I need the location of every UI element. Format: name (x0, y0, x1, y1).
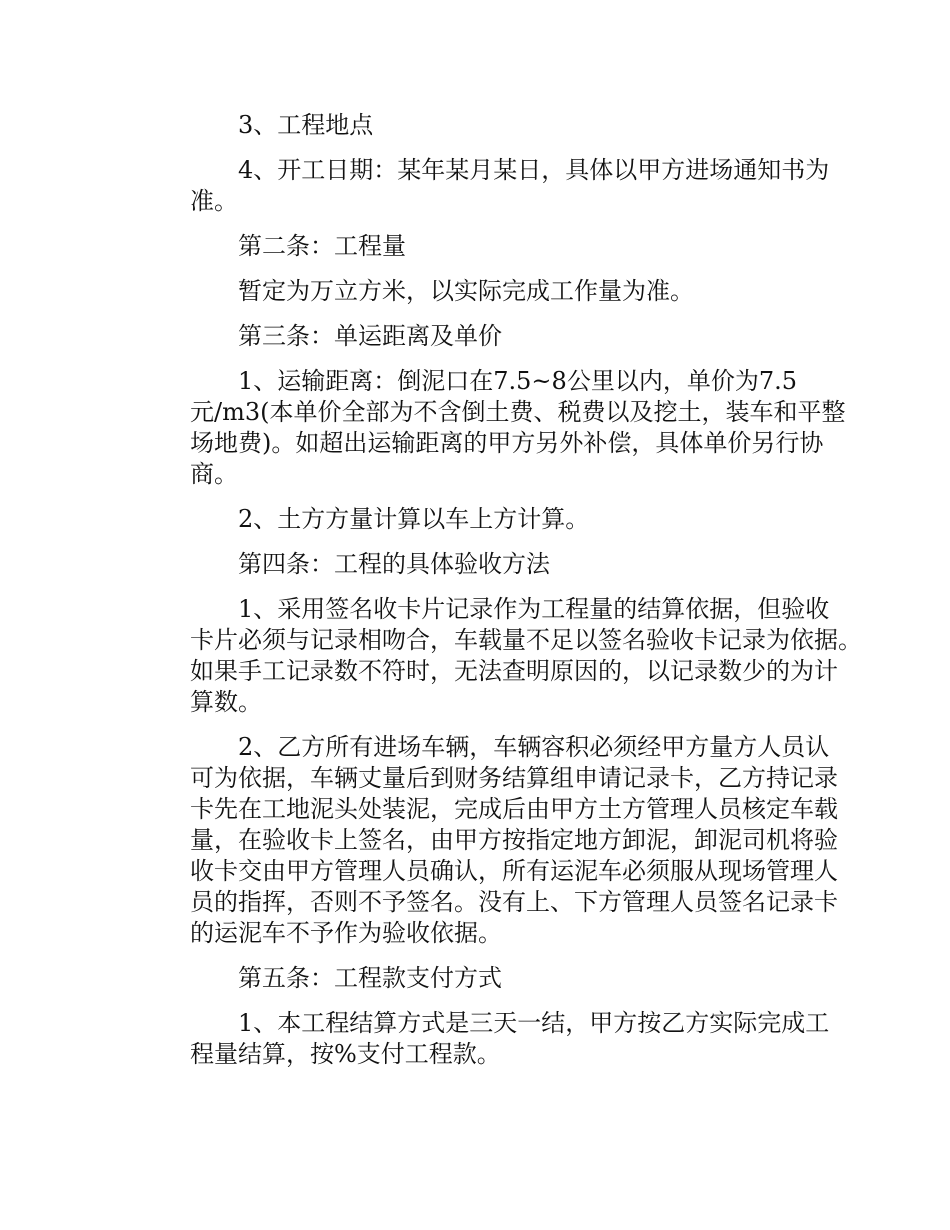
paragraph-signature-card (142, 594, 862, 718)
text-line: 第四条：工程的具体验收方法 (238, 550, 550, 578)
text-line: 1、运输距离：倒泥口在7.5~8公里以内，单价为7.5 (238, 367, 797, 395)
text-line: 4、开工日期：某年某月某日，具体以甲方进场通知书为 (238, 156, 830, 184)
heading-article-4 (142, 549, 812, 580)
text-line: 商。 (190, 460, 238, 488)
text-line: 可为依据，车辆丈量后到财务结算组申请记录卡，乙方持记录 (190, 764, 838, 792)
text-line: 程量结算，按%支付工程款。 (190, 1040, 501, 1068)
paragraph-settlement (142, 1008, 830, 1070)
paragraph-transport-distance (142, 366, 846, 490)
heading-article-3 (142, 321, 812, 352)
text-line: 暂定为万立方米，以实际完成工作量为准。 (238, 277, 694, 305)
document-body (142, 110, 862, 1084)
paragraph-quantity (142, 276, 812, 307)
text-line: 算数。 (190, 688, 262, 716)
paragraph-vehicles (142, 732, 838, 949)
heading-article-2 (142, 231, 812, 262)
text-line: 1、采用签名收卡片记录作为工程量的结算依据，但验收 (238, 595, 830, 623)
paragraph-volume-calc (142, 504, 812, 535)
text-line: 3、工程地点 (238, 111, 374, 139)
text-line: 第二条：工程量 (238, 232, 406, 260)
text-line: 第三条：单运距离及单价 (238, 322, 502, 350)
text-line: 卡片必须与记录相吻合，车载量不足以签名验收卡记录为依据。 (190, 626, 862, 654)
text-line: 准。 (190, 187, 238, 215)
text-line: 2、土方方量计算以车上方计算。 (238, 505, 590, 533)
paragraph-project-location (142, 110, 812, 141)
paragraph-start-date (142, 155, 830, 217)
text-line: 量，在验收卡上签名，由甲方按指定地方卸泥，卸泥司机将验 (190, 826, 838, 854)
text-line: 元/m3(本单价全部为不含倒土费、税费以及挖土，装车和平整 (190, 398, 846, 426)
text-line: 收卡交由甲方管理人员确认，所有运泥车必须服从现场管理人 (190, 857, 838, 885)
text-line: 1、本工程结算方式是三天一结，甲方按乙方实际完成工 (238, 1009, 830, 1037)
heading-article-5 (142, 963, 812, 994)
text-line: 如果手工记录数不符时，无法查明原因的，以记录数少的为计 (190, 657, 838, 685)
text-line: 2、乙方所有进场车辆，车辆容积必须经甲方量方人员认 (238, 733, 830, 761)
text-line: 场地费)。如超出运输距离的甲方另外补偿，具体单价另行协 (190, 429, 824, 457)
text-line: 第五条：工程款支付方式 (238, 964, 502, 992)
text-line: 的运泥车不予作为验收依据。 (190, 919, 502, 947)
text-line: 员的指挥，否则不予签名。没有上、下方管理人员签名记录卡 (190, 888, 838, 916)
text-line: 卡先在工地泥头处装泥，完成后由甲方土方管理人员核定车载 (190, 795, 838, 823)
